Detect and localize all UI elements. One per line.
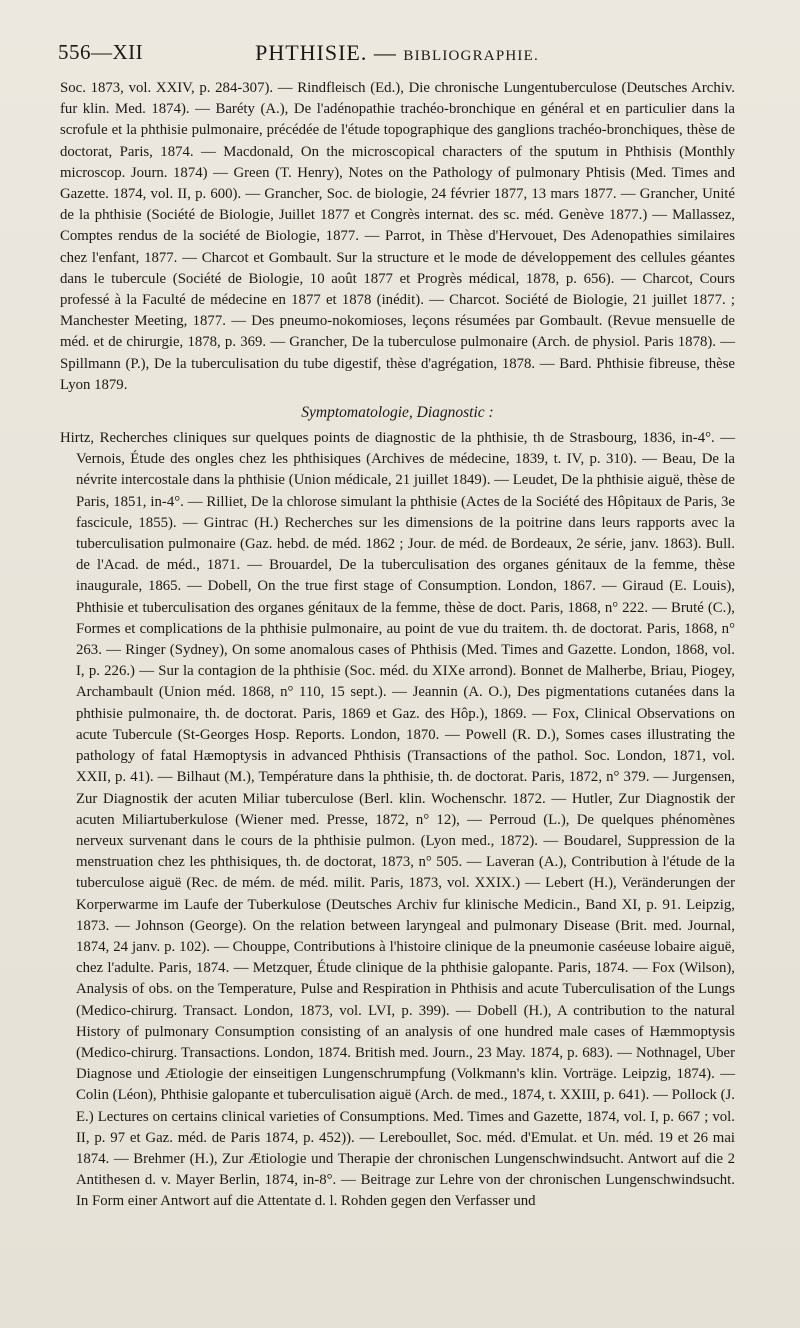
bibliography-paragraph-diagnostic: Hirtz, Recherches cliniques sur quelques points de diagnostic de la phthisie, th de Strasbourg, 1836, in-4°. — Vernois, Étude des ongles chez les phthisiques (Archives de médecine, 1839, t. IV, p. 310). — Beau, De la névrite intercostale dans la phthisie (Union médicale, 21 juillet 1849). — Leudet, De la phthisie aiguë, thèse de Paris, 1851, in-4°. — Rilliet, De la chlorose simulant la phthisie (Actes de la Société des Hôpitaux de Paris, 3e fascicule, 1855). — Gintrac (H.) Recherches sur les dimensions de la poitrine dans leurs rapports avec la tuberculisation pulmonaire (Gaz. hebd. de méd. 1862 ; Jour. de méd. de Bordeaux, 2e série, janv. 1863). Bull. de l'Acad. de méd., 1871. — Brouardel, De la tuberculisation des organes génitaux de la femme, thèse inaugurale, 1865. — Dobell, On the true first stage of Consumption. London, 1867. — Giraud (E. Louis), Phthisie et tuberculisation des organes génitaux de la femme, thèse de doct. Paris, 1868, n° 222. — Bruté (C.), Formes et complications de la phthisie pulmonaire, au point de vue du traitem. th. de doctorat. Paris, 1868, n° 263. — Ringer (Sydney), On some anomalous cases of Phthisis (Med. Times and Gazette. London, 1868, vol. I, p. 226.) — Sur la contagion de la phthisie (Soc. méd. du XIXe arrond). Bonnet de Malherbe, Briau, Piogey, Archambault (Union méd. 1868, n° 110, 15 sept.). — Jeannin (A. O.), Des pigmentations cutanées dans la phthisie pulmonaire, th. de doctorat. Paris, 1869 et Gaz. des Hôp.), 1869. — Fox, Clinical Observations on acute Tubercule (St-Georges Hosp. Reports. London, 1870. — Powell (R. D.), Somes cases illustrating the pathology of fatal Hæmoptysis in advanced Phthisis (Transactions of the pathol. Soc. London, 1871, vol. XXII, p. 41). — Bilhaut (M.), Température dans la phthisie, th. de doctorat. Paris, 1872, n° 379. — Jurgensen, Zur Diagnostik der acuten Miliar tuberculose (Berl. klin. Wochenschr. 1872. — Hutler, Zur Diagnostik der acuten Miliartuberkulose (Wiener med. Presse, 1872, n° 12), — Perroud (L.), De quelques phénomènes nerveux survenant dans le cours de la phthisie pulmon. (Lyon med., 1872). — Boudarel, Suppression de la menstruation chez les phthisiques, th. de doctorat, 1873, n° 505. — Laveran (A.), Contribution à l'étude de la tuberculose aiguë (Rec. de mém. de méd. milit. Paris, 1873, vol. XXIX.) — Lebert (H.), Veränderungen der Korperwarme im Laufe der Tuberkulose (Deutsches Archiv fur klinische Medicin., Band XI, p. 91. Leipzig, 1873. — Johnson (George). On the relation between laryngeal and pulmonary Disease (Brit. med. Journal, 1874, 24 janv. p. 102). — Chouppe, Contributions à l'histoire clinique de la pneumonie caséeuse lobaire aiguë, chez l'adulte. Paris, 1874. — Metzquer, Étude clinique de la phthisie galopante. Paris, 1874. — Fox (Wilson), Analysis of obs. on the Temperature, Pulse and Respiration in Phthisis and acute Tuberculisation of the Lungs (Medico-chirurg. Transact. London, 1873, vol. LVI, p. 399). — Dobell (H.), A contribution to the natural History of pulmonary Consumption consisting of an analysis of one hundred male cases of Hæmmoptysis (Medico-chirurg. Transactions. London, 1874. British med. Journ., 23 May. 1874, p. 683). — Nothnagel, Uber Diagnose und Ætiologie der einseitigen Lungenschrumpfung (Volkmann's klin. Vorträge. Leipzig, 1874). — Colin (Léon), Phthisie galopante et tuberculisation aiguë (Arch. de med., 1874, t. XXIII, p. 641). — Pollock (J. E.) Lectures on certains clinical varieties of Consumptions. Med. Times and Gazette, 1874, vol. I, p. 667 ; vol. II, p. 97 et Gaz. méd. de Paris 1874, p. 452)). — Lereboullet, Soc. méd. d'Emulat. et Un. méd. 19 et 26 mai 1874. — Brehmer (H.), Zur Ætiologie und Therapie der chronischen Lungenschwindsucht. Antwort auf die 2 Antithesen d. v. Mayer Berlin, 1874, in-8°. — Beitrage zur Lehre von der chronischen Lungenschwindsucht. In Form einer Antwort auf die Attentate d. l. Rohden gegen den Verfasser und xyxy=(60,430,735,1210)
bibliography-paragraph-anatomy: Soc. 1873, vol. XXIV, p. 284-307). — Rindfleisch (Ed.), Die chronische Lungentuberculose (Deutsches Archiv. fur klin. Med. 1874). — Baréty (A.), De l'adénopathie trachéo-bronchique en général et en particulier dans la scrofule et la phthisie pulmonaire, précédée de l'étude topographique des ganglions trachéo-bronchiques, thèse de doctorat, Paris, 1874. — Macdonald, On the microscopical characters of the sputum in Phthisis (Monthly microscop. Journ. 1874) — Green (T. Henry), Notes on the Pathology of pulmonary Phtisis (Med. Times and Gazette. 1874, vol. II, p. 600). — Grancher, Soc. de biologie, 24 février 1877, 13 mars 1877. — Grancher, Unité de la phthisie (Société de Biologie, Juillet 1877 et Congrès internat. des sc. méd. Genève 1877.) — Mallassez, Comptes rendus de la société de Biologie, 1877. — Parrot, in Thèse d'Hervouet, Des Adenopathies similaires chez l'enfant, 1877. — Charcot et Gombault. Sur la structure et le mode de développement des cellules géantes dans le tubercule (Société de Biologie, 10 août 1877 et Progrès médical, 1878, p. 656). — Charcot, Cours professé à la Faculté de médecine en 1877 et 1878 (inédit). — Charcot. Société de Biologie, 21 juillet 1877. ; Manchester Meeting, 1877. — Des pneumo-nokomioses, leçons résumées par Gombault. (Revue mensuelle de méd. et de chirurgie, 1878, p. 369. — Grancher, De la tuberculose pulmonaire (Arch. de physiol. Paris 1878). — Spillmann (P.), De la tuberculisation du tube digestif, thèse d'agrégation, 1878. — Bard. Phthisie fibreuse, thèse Lyon 1879. xyxy=(60,80,735,393)
page-number: 556—XII xyxy=(58,40,144,64)
section-heading-symptomatologie: Symptomatologie, Diagnostic : xyxy=(301,404,494,422)
running-title: PHTHISIE. — BIBLIOGRAPHIE. xyxy=(255,40,539,65)
bibliography-body xyxy=(60,78,735,1213)
running-header xyxy=(58,40,736,72)
